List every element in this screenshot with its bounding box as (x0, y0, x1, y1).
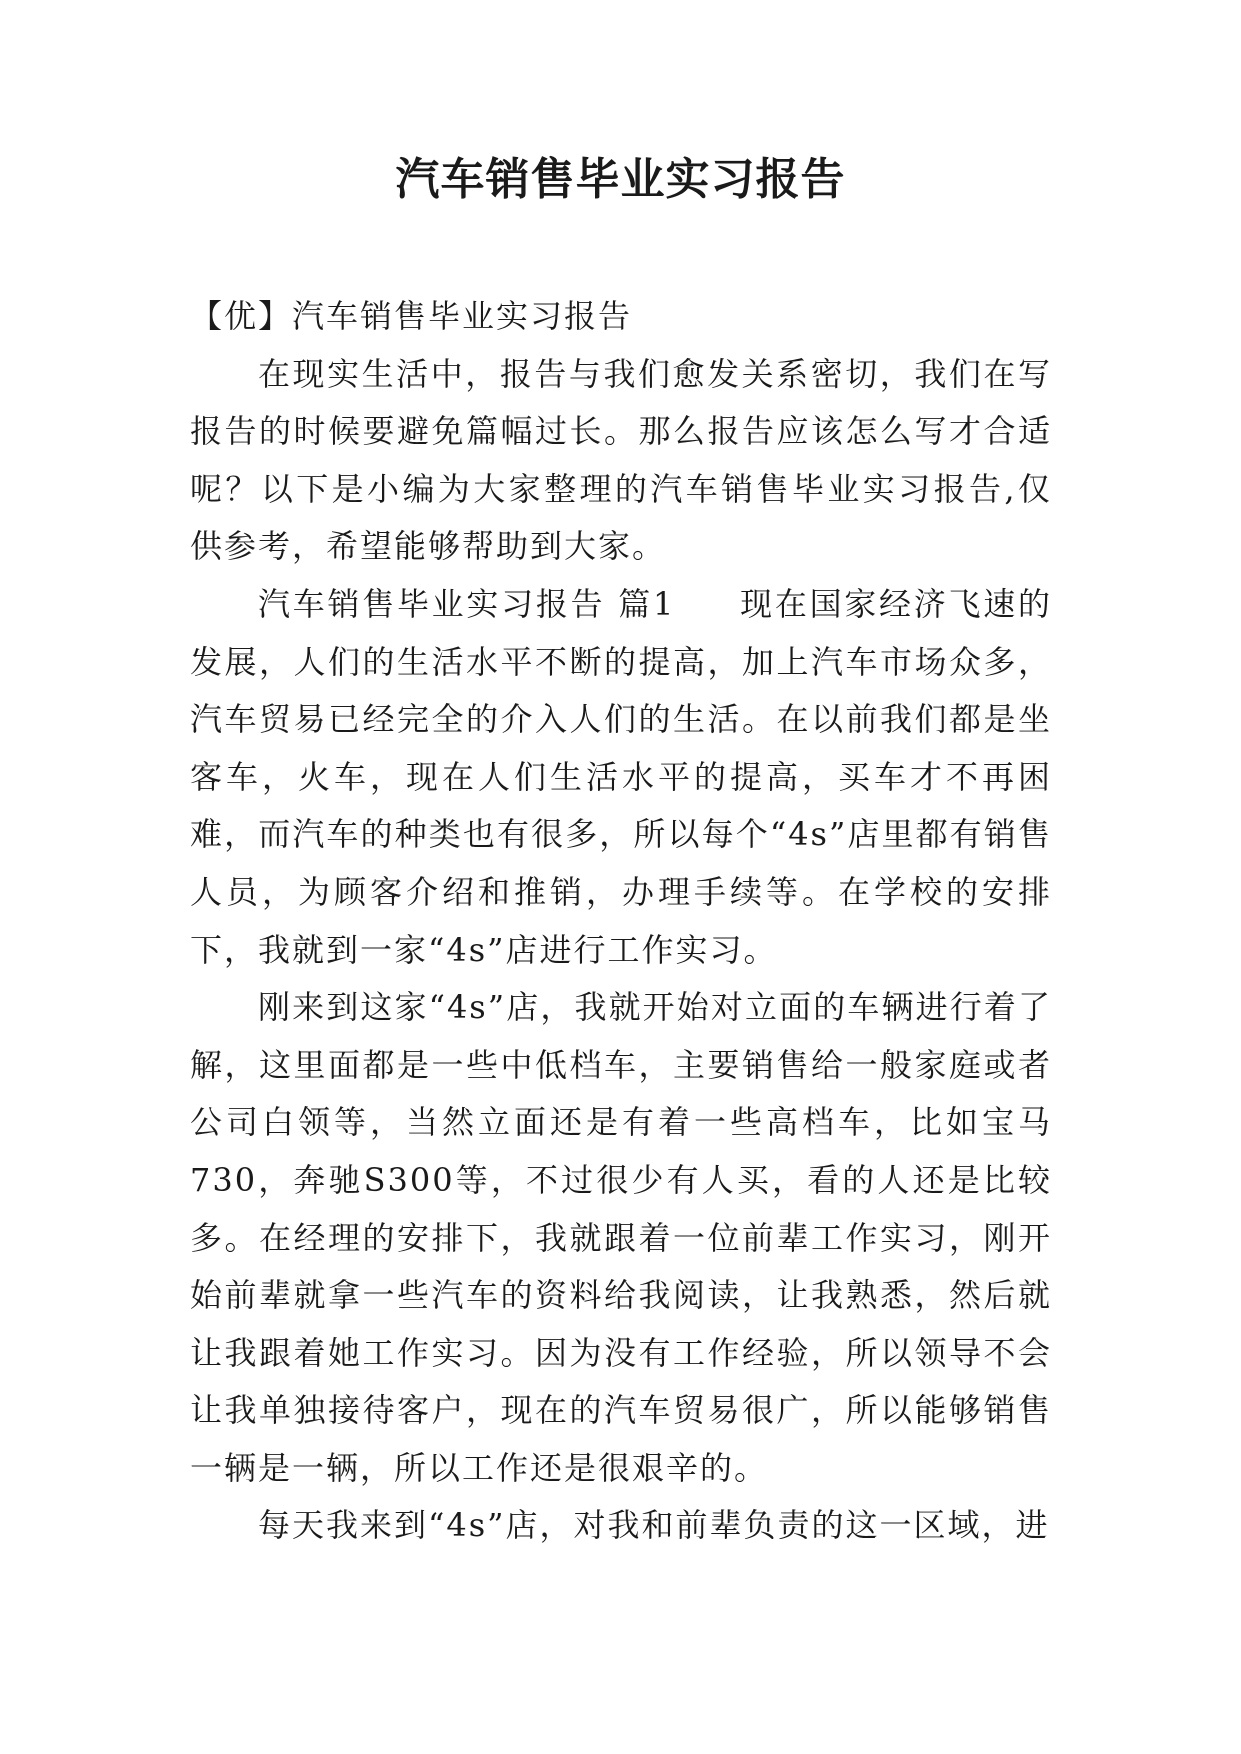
section-first-paragraph: 现在国家经济飞速的发展，人们的生活水平不断的提高，加上汽车市场众多，汽车贸易已经完全的介入人们的生活。在以前我们都是坐客车，火车，现在人们生活水平的提高，买车才不再困难，而汽车的种类也有很多，所以每个“4s”店里都有销售人员，为顾客介绍和推销，办理手续等。在学校的安排下，我就到一家“4s”店进行工作实习。 (190, 584, 1052, 969)
intro-paragraph: 在现实生活中，报告与我们愈发关系密切，我们在写报告的时候要避免篇幅过长。那么报告应该怎么写才合适呢？以下是小编为大家整理的汽车销售毕业实习报告,仅供参考，希望能够帮助到大家。 (190, 354, 1052, 566)
document-subtitle: 【优】汽车销售毕业实习报告 (190, 297, 633, 335)
section-heading: 汽车销售毕业实习报告 篇1 (258, 584, 676, 623)
document-title: 汽车销售毕业实习报告 (395, 154, 846, 205)
section-paragraph (190, 576, 1052, 979)
document-body (190, 288, 1052, 1555)
body-paragraph: 刚来到这家“4s”店，我就开始对立面的车辆进行着了解，这里面都是一些中低档车，主要销售给一般家庭或者公司白领等，当然立面还是有着一些高档车，比如宝马730，奔驰S300等，不过很少有人买，看的人还是比较多。在经理的安排下，我就跟着一位前辈工作实习，刚开始前辈就拿一些汽车的资料给我阅读，让我熟悉，然后就让我跟着她工作实习。因为没有工作经验，所以领导不会让我单独接待客户，现在的汽车贸易很广，所以能够销售一辆是一辆，所以工作还是很艰辛的。 (190, 988, 1052, 1487)
body-paragraph-continued: 每天我来到“4s”店，对我和前辈负责的这一区域，进 (258, 1506, 1050, 1545)
